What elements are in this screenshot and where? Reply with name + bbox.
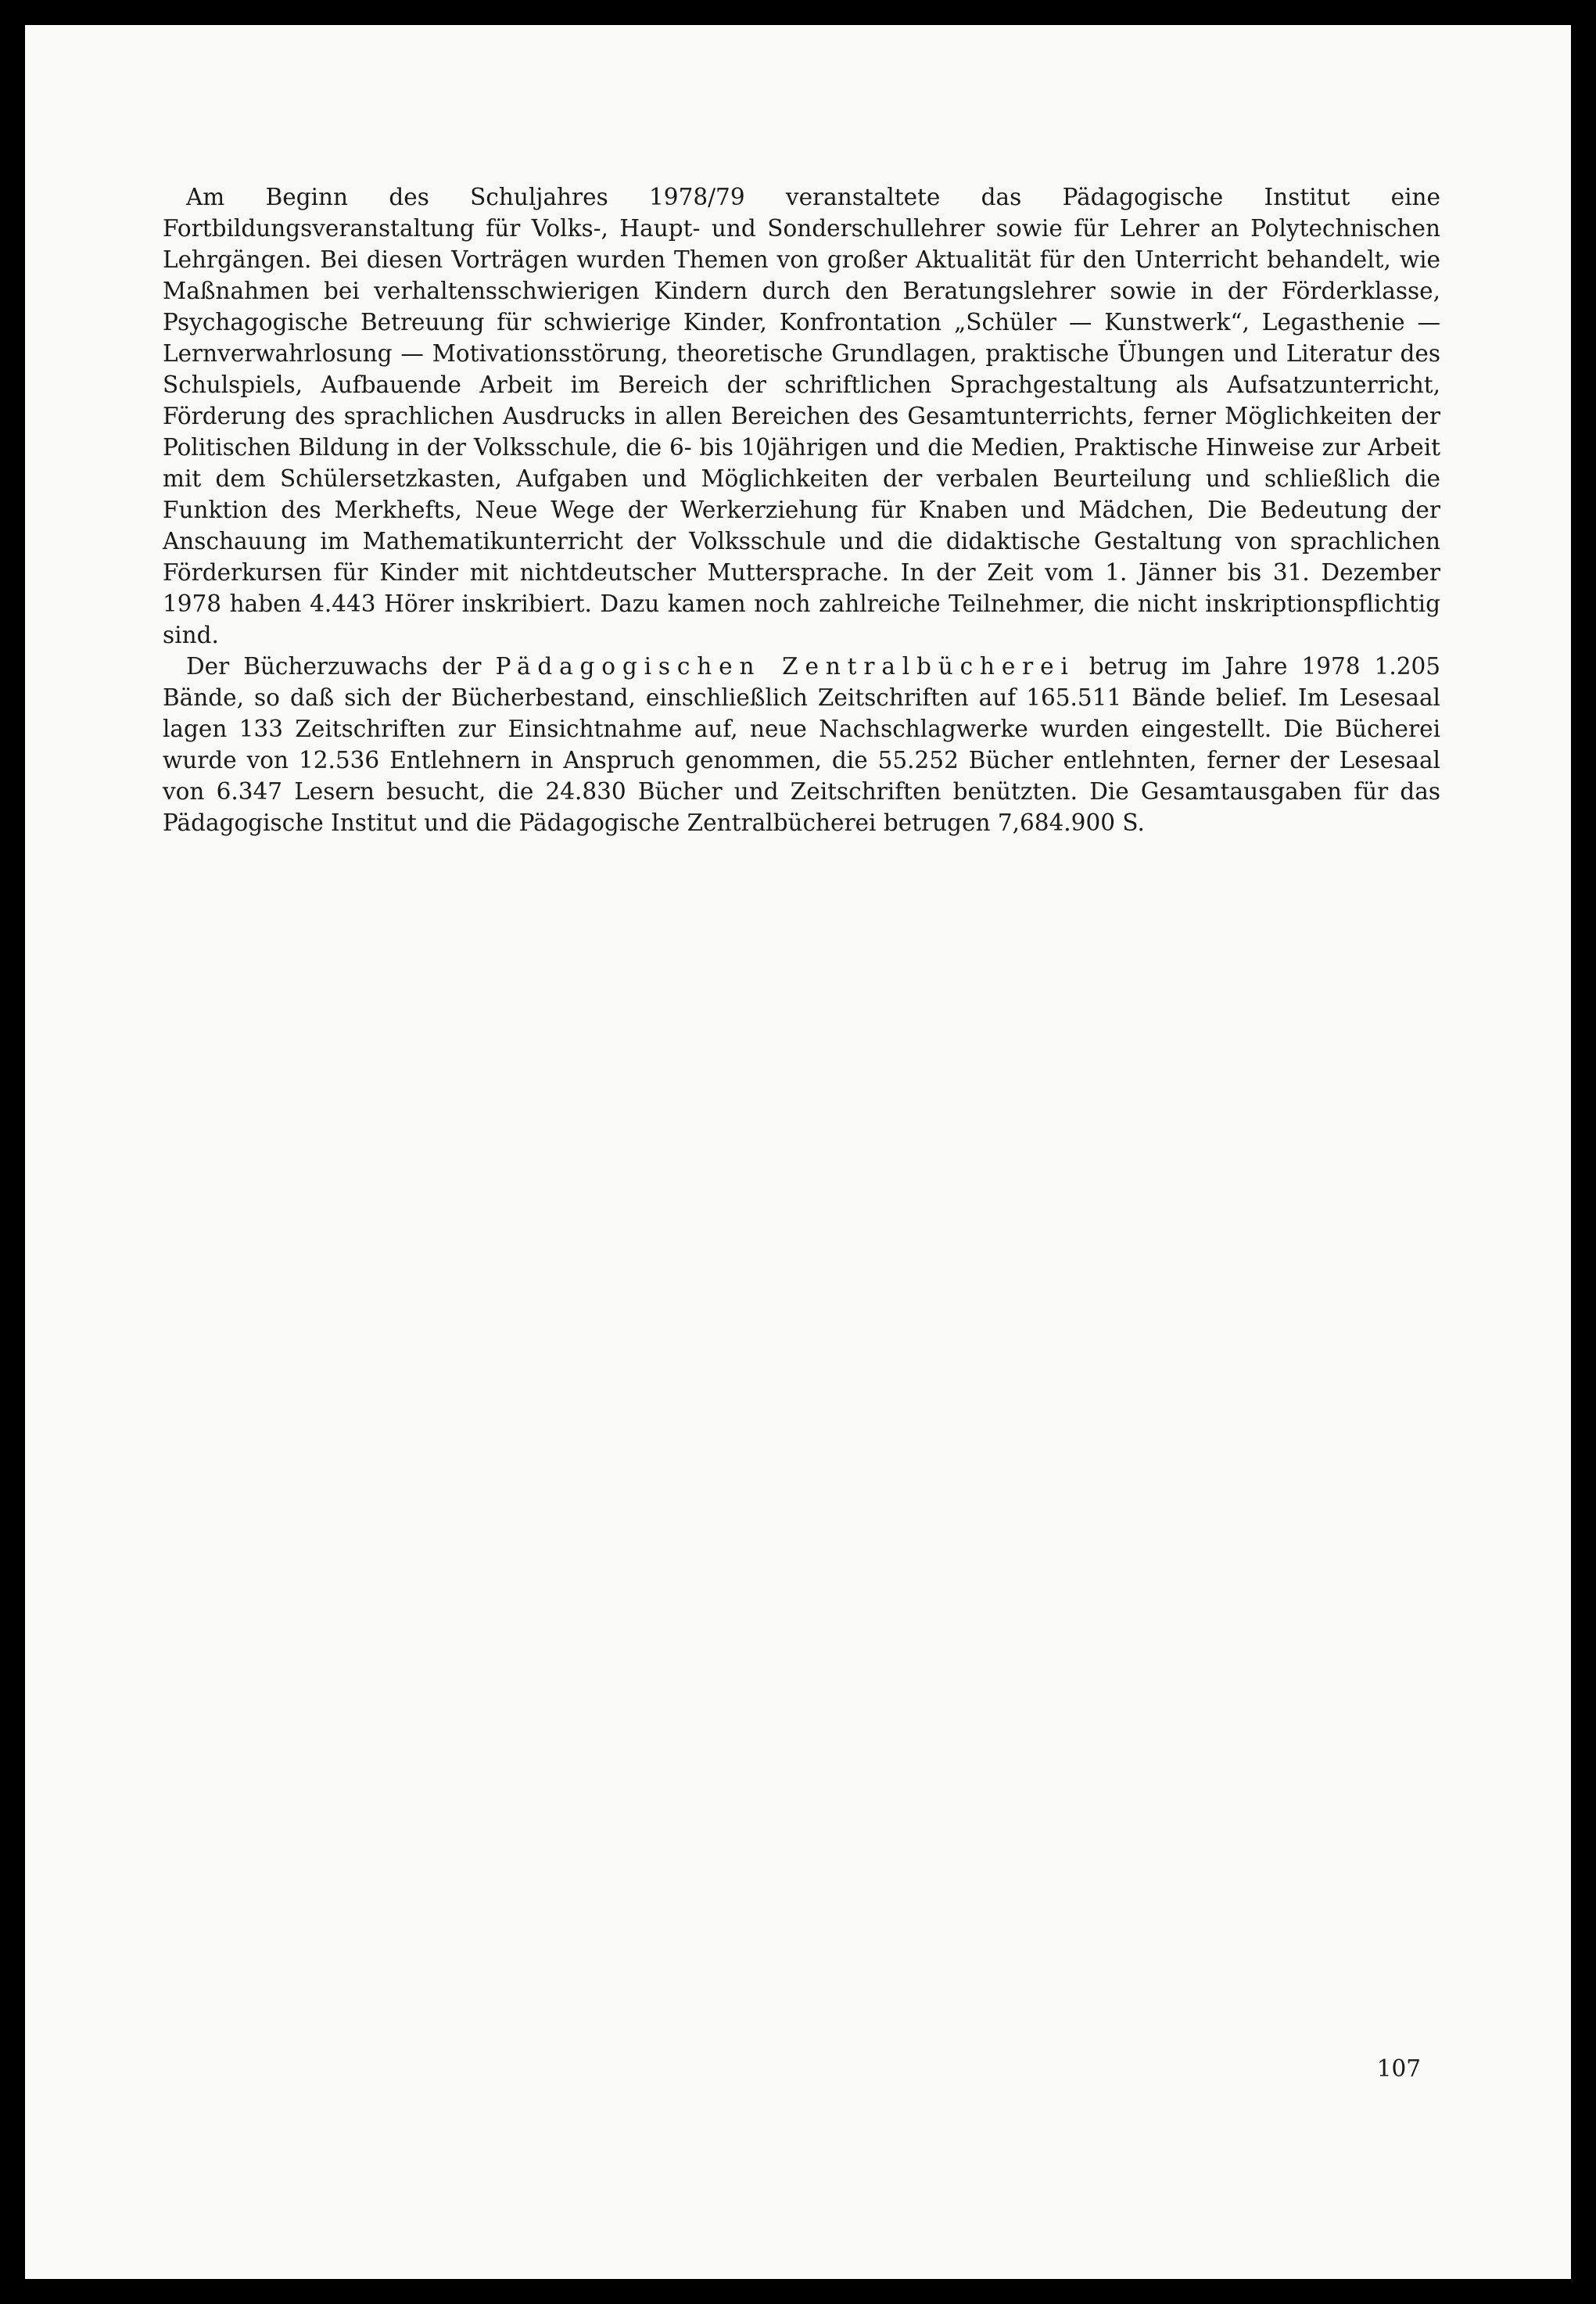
paragraph-library-end: betrug im Jahre 1978 1.205 Bände, so daß sich der Bücherbestand, einschließlich Zeitschriften auf 165.511 Bände belief. Im Lesesaal lagen 133 Zeitschriften zur Einsichtnahme auf, neue Nachschlagwerke wurden eingestellt. Die Bücherei wurde von 12.536 Entlehnern in Anspruch genommen, die 55.252 Bücher entlehnten, ferner der Lesesaal von 6.347 Lesern besucht, die 24.830 Bücher und Zeitschriften benützten. Die Gesamtausgaben für das Pädagogische Institut und die Pädagogische Zentralbücherei betrugen 7,684.900 S. [163,653,1441,836]
page-number: 107 [1376,2055,1421,2082]
paragraph-library [163,651,1440,838]
body-text [163,181,1440,838]
paragraph-library-start: Der Bücherzuwachs der [186,653,496,680]
paragraph-institute-courses: Am Beginn des Schuljahres 1978/79 veranstaltete das Pädagogische Institut eine Fortbildungsveranstaltung für Volks-, Haupt- und Sonderschullehrer sowie für Lehrer an Polytechnischen Lehrgängen. Bei diesen Vorträgen wurden Themen von großer Aktualität für den Unterricht behandelt, wie Maßnahmen bei verhaltensschwierigen Kindern durch den Beratungslehrer sowie in der Förderklasse, Psychagogische Betreuung für schwierige Kinder, Konfrontation „Schüler — Kunstwerk“, Legasthenie — Lernverwahrlosung — Motivationsstörung, theoretische Grundlagen, praktische Übungen und Literatur des Schulspiels, Aufbauende Arbeit im Bereich der schriftlichen Sprachgestaltung als Aufsatzunterricht, Förderung des sprachlichen Ausdrucks in allen Bereichen des Gesamtunterrichts, ferner Möglichkeiten der Politischen Bildung in der Volksschule, die 6- bis 10jährigen und die Medien, Praktische Hinweise zur Arbeit mit dem Schülersetzkasten, Aufgaben und Möglichkeiten der verbalen Beurteilung und schließlich die Funktion des Merkhefts, Neue Wege der Werkerziehung für Knaben und Mädchen, Die Bedeutung der Anschauung im Mathematikunterricht der Volksschule und die didaktische Gestaltung von sprachlichen Förderkursen für Kinder mit nichtdeutscher Muttersprache. In der Zeit vom 1. Jänner bis 31. Dezember 1978 haben 4.443 Hörer inskribiert. Dazu kamen noch zahlreiche Teilnehmer, die nicht inskriptionspflichtig sind. [163,184,1440,648]
document-page [25,25,1571,2279]
library-name-spaced: Pädagogischen Zentralbücherei [495,653,1075,680]
